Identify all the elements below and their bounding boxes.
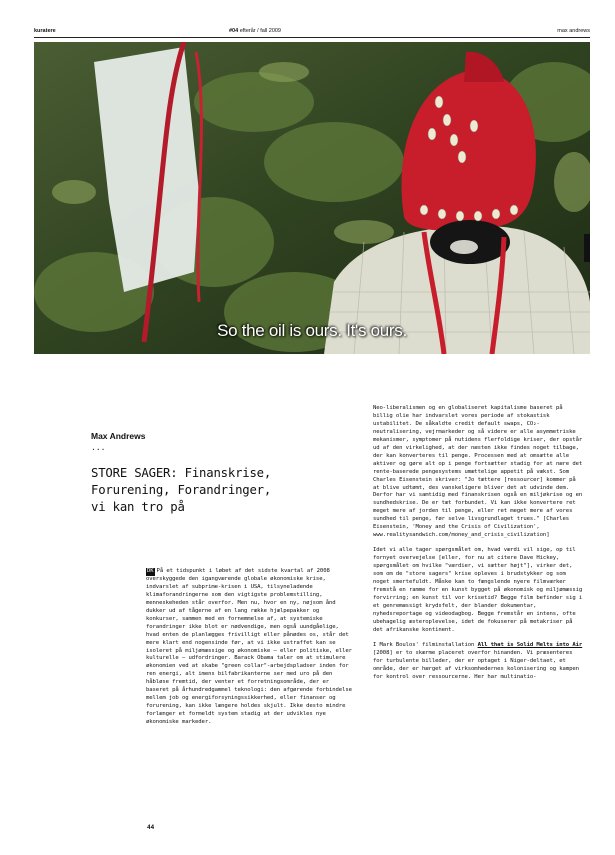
video-subtitle: So the oil is ours. It's ours.	[217, 321, 407, 340]
running-author: max andrews	[557, 28, 590, 34]
article-author: Max Andrews	[91, 431, 146, 441]
author-ellipsis: ...	[91, 443, 106, 452]
paragraph-text: [2008] er to skærme placeret overfor hinanden. Vi præsenteres for turbulente billeder, der er optaget i Niger-deltaet, et område, der er hærget af virksomhedernes kolonisering og kampen for kontrol over ressourcerne. Her har multinatio-	[373, 649, 579, 680]
issue-label	[229, 28, 281, 34]
paragraph: Neo-liberalismen og en globaliseret kapitalisme baseret på billig olie har indvarslet vores periode af stokastisk ustabilitet. De såkaldte credit default swaps, CO₂-neutralisering, vejrmarkeder og så videre er alle asymmetriske mekanismer, symptomer på nutidens flerfoldige kriser, der opstår ud af den virkelighed, at der næsten ikke findes noget tilbage, der kan konverteres til penge. Processen med at omsætte alle aktiver og gøre alt op i penge fortsætter stadig for at nære det rente-baserede pengesystems umættelige appetit på vækst. Som Charles Eisenstein skriver: "Jo tættere [ressourcer] kommer på at blive udtømt, des vanskeligere bliver det at udvinde dem. Derfor har vi samtidig med finanskrisen også en miljøkrise og en sundhedskrise. De er tæt forbundet. Vi kan ikke konvertere ret meget mere af jorden til penge, eller ret meget mere af vores sundhed til penge, før selve livsgrundlaget trues." [Charles Eisenstein, 'Money and the Crisis of Civilization', www.realitysandwich.com/money_and_crisis_civilization]	[373, 405, 583, 539]
paragraph	[373, 642, 585, 682]
intro-text: På et tidspunkt i løbet af det sidste kvartal af 2008 overskyggede den igangværende globale økonomiske krise, indvarslet af subprime-krisen i USA, tilsyneladende klimaforandringerne som den vigtigste problemstilling, menneskeheden står overfor. Men nu, hvor en ny, nøjsom ånd dukker ud af tågerne af en lang række hjælpepakker og konkurser, sammen med en fornemmelse af, at systemiske forandringer ikke blot er nødvendige, men også uundgåelige, hvad enten de planlægges frivilligt eller pånødes os, står det mere klart end nogensinde før, at vi ikke ustraffet kan se isoleret på miljømæssige og økonomiske – eller politiske, eller kulturelle – udfordringer. Barack Obama taler om at stimulere økonomien ved at skabe "green collar"-arbejdspladser inden for ren energi, alt imens bilfabrikanterne ser med uro på den håbløse fremtid, der venter et forretningsområde, der er baseret på århundredgammel teknologi: den afgørende forbindelse mellem job og energiforsyningssikkerhed, eller finanser og forurening, kan ikke længere holdes skjult. Ikke desto mindre forlænger et formeldt system stadig at der udvikles nye økonomiske markeder.	[146, 568, 352, 726]
paragraph: Idet vi alle tager spørgsmålet om, hvad værdi vil sige, op til fornyet overvejelse [eller, for nu at citere Dave Hickey, spørgsmålet om hvilke "værdier, vi sætter højt"], virker det, som om de "store sagers" krise opleves i brudstykker og som noget smertefuldt. Måske kan to fængslende nyere filmværker fremstå en ramme for en kunst bygget på økonomisk og miljømæssig forvirring; en kunst til vor krisetid? Begge film befinder sig i et genremæssigt krydsfelt, der blander dokumentar, nyhedsreportage og videodagbog. Begge fremstår en intens, ofte ubehagelig æsteroplevelse, idet de fokuserer på metakriser på det afrikanske kontinent.	[373, 547, 583, 633]
paragraph-intro	[146, 568, 353, 727]
language-badge: DK	[147, 568, 154, 574]
page-number: 44	[147, 824, 155, 831]
photo-illustration	[34, 42, 590, 354]
page-edge-tab	[584, 234, 590, 262]
paragraph-text: I Mark Boulos' filminstallation	[373, 641, 478, 648]
header-rule	[34, 37, 590, 38]
section-label: kuratere	[34, 28, 56, 34]
video-still-photo	[34, 42, 590, 354]
article-column-left	[146, 568, 353, 734]
issue-season: efterår / fall 2009	[239, 28, 281, 34]
issue-number: #04	[229, 28, 239, 34]
article-title: STORE SAGER: Finanskrise, Forurening, Forandringer, vi kan tro på	[91, 466, 272, 514]
article-column-right	[373, 405, 585, 688]
film-title: All that is Solid Melts into Air	[477, 641, 583, 648]
